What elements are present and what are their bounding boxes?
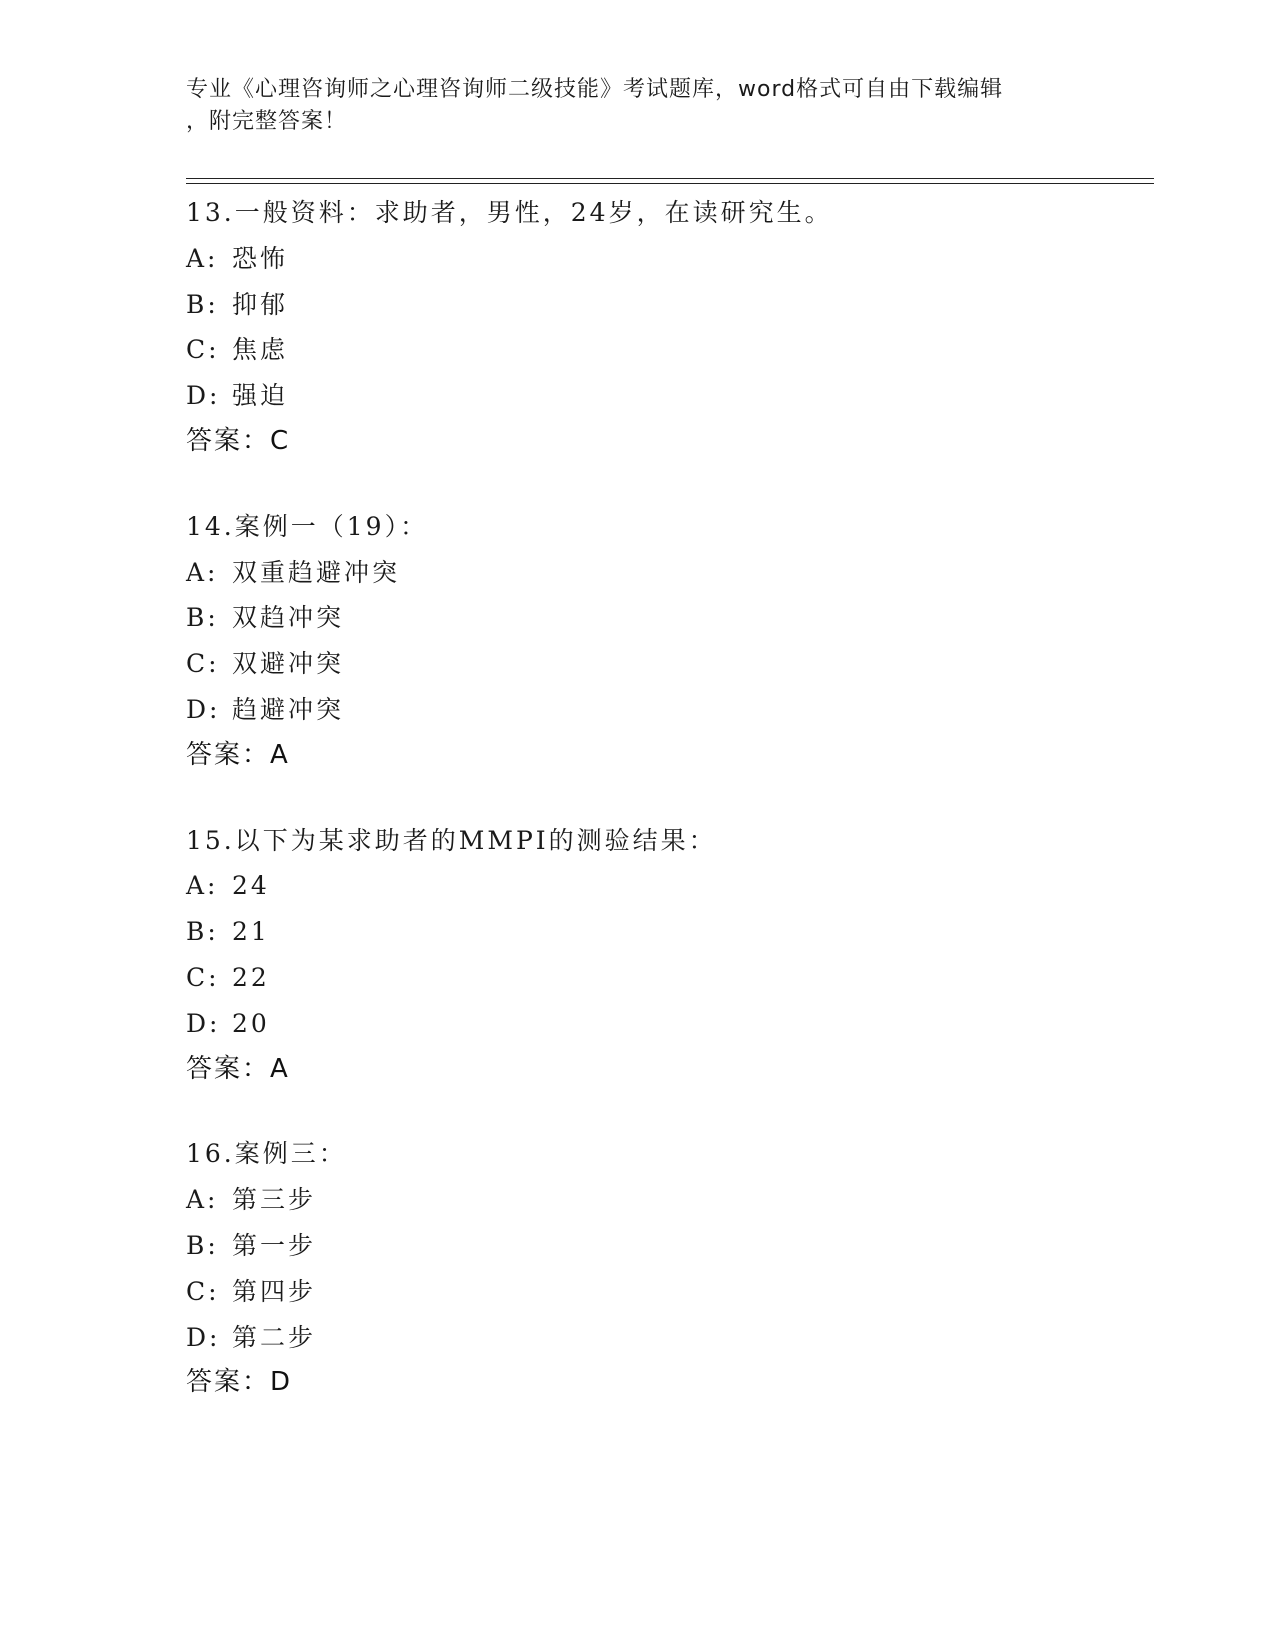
option-label: B: — [186, 603, 219, 633]
option-text: 22 — [232, 962, 270, 992]
question-16 — [186, 1131, 1154, 1406]
option-label: A: — [186, 557, 219, 587]
option-b — [186, 282, 1154, 328]
option-label: A: — [186, 871, 219, 901]
option-label: B: — [186, 917, 219, 947]
option-text: 抑郁 — [232, 289, 289, 319]
question-15 — [186, 818, 1154, 1093]
question-stem: 13.一般资料：求助者，男性，24岁，在读研究生。 — [186, 198, 833, 227]
option-label: C: — [186, 649, 220, 679]
option-c — [186, 955, 1154, 1001]
option-text: 趋避冲突 — [232, 694, 345, 724]
option-c — [186, 641, 1154, 687]
option-label: A: — [186, 1185, 219, 1215]
answer-line: 答案：C — [186, 425, 291, 456]
option-label: C: — [186, 335, 220, 365]
option-label: A: — [186, 243, 219, 273]
option-a — [186, 1177, 1154, 1223]
option-text: 恐怖 — [232, 243, 289, 273]
option-label: B: — [186, 289, 219, 319]
header-title-line1: 专业《心理咨询师之心理咨询师二级技能》考试题库，word格式可自由下载编辑 — [186, 77, 1004, 102]
option-text: 双趋冲突 — [232, 603, 345, 633]
option-text: 焦虑 — [232, 335, 289, 365]
option-label: D: — [186, 381, 221, 411]
question-stem: 14.案例一（19）： — [186, 511, 429, 541]
question-stem: 15.以下为某求助者的MMPI的测验结果： — [186, 825, 717, 855]
option-text: 20 — [232, 1008, 270, 1038]
option-a — [186, 550, 1154, 596]
option-text: 第三步 — [232, 1185, 317, 1215]
question-list — [186, 190, 1154, 1445]
option-label: C: — [186, 1276, 220, 1306]
option-b — [186, 1223, 1154, 1269]
question-14 — [186, 504, 1154, 779]
header-title-line2: ，附完整答案！ — [186, 109, 348, 134]
option-c — [186, 1269, 1154, 1315]
option-d — [186, 1001, 1154, 1047]
option-d — [186, 373, 1154, 419]
document-header — [186, 74, 1066, 138]
answer-line: 答案：A — [186, 1053, 290, 1084]
option-text: 第四步 — [232, 1276, 317, 1306]
option-a — [186, 863, 1154, 909]
option-text: 第一步 — [232, 1230, 317, 1260]
option-text: 双避冲突 — [232, 649, 345, 679]
option-text: 第二步 — [232, 1322, 317, 1352]
question-stem: 16.案例三： — [186, 1139, 347, 1169]
question-13 — [186, 190, 1154, 465]
option-text: 强迫 — [232, 381, 289, 411]
option-d — [186, 687, 1154, 733]
option-label: B: — [186, 1230, 219, 1260]
answer-line: 答案：D — [186, 1367, 293, 1398]
header-divider-bottom — [186, 183, 1154, 184]
option-d — [186, 1315, 1154, 1361]
option-text: 双重趋避冲突 — [232, 557, 401, 587]
option-b — [186, 595, 1154, 641]
header-divider-top — [186, 178, 1154, 179]
option-label: D: — [186, 694, 221, 724]
option-text: 24 — [232, 871, 270, 901]
option-c — [186, 327, 1154, 373]
answer-line: 答案：A — [186, 739, 290, 770]
option-a — [186, 236, 1154, 282]
option-label: C: — [186, 962, 220, 992]
option-b — [186, 909, 1154, 955]
option-label: D: — [186, 1322, 221, 1352]
option-text: 21 — [232, 917, 270, 947]
option-label: D: — [186, 1008, 221, 1038]
